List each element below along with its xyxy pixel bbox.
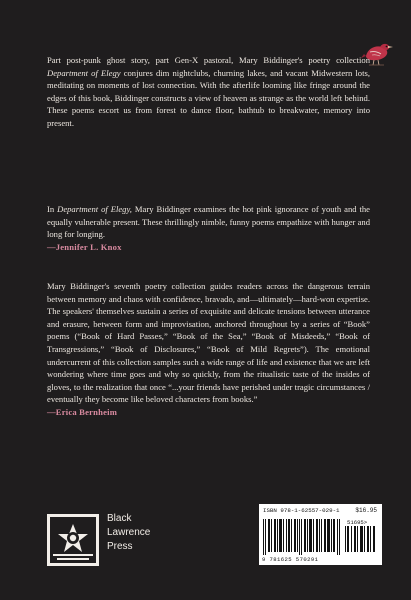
publisher-name xyxy=(107,512,177,554)
review-attribution: —Erica Bernheim xyxy=(47,406,118,417)
price-label: $16.95 xyxy=(355,507,377,514)
blurb-review-bernheim xyxy=(47,280,370,419)
review-text: Mary Biddinger's seventh poetry collection guides readers across the dangerous terrain between memory and chaos with confidence, bravado, and—ultimately—hard-won expertise. The speakers' themselves sustain a series of exquisite and delicate tensions between utterance and erasure, between form and improvisation, anchored throughout by a series of “Book” poems (“Book of Hard Passes,” “Book of the Sea,” “Book of Misdeeds,” “Book of Transgressions,” “Book of Disclosures,” “Book of Mild Regrets”). The emotional undercurrent of this collection samples such a wide range of life and existence that we are left wondering where time goes and why so quickly, from the ritualistic taste of the insides of gloves, to the realization that once “...your friends have perished under tragic circumstances / eventually they become like beloved characters from books.” xyxy=(47,281,370,405)
book-title-italic: Department of Elegy xyxy=(47,67,121,78)
review-text-cont: Mary Biddinger examines the hot pink ignorance of youth and the equally vulnerable present. These thrillingly nimble, funny poems empathize with hunger and long for longing. xyxy=(47,204,370,240)
blurb-description-text: Part post-punk ghost story, part Gen-X pastoral, Mary Biddinger's poetry collection xyxy=(47,55,370,65)
barcode-supplement: 51695> xyxy=(347,519,368,526)
book-title-italic: Department of Elegy, xyxy=(57,204,132,214)
barcode-bars-icon xyxy=(263,519,343,555)
ean-digits: 9 781625 570291 xyxy=(262,556,319,563)
isbn-number: ISBN 978-1-62557-029-1 xyxy=(263,507,340,514)
publisher-logo-icon xyxy=(47,514,99,566)
review-text: In xyxy=(47,204,58,214)
publisher-line: Press xyxy=(107,541,133,552)
isbn-barcode xyxy=(259,504,382,565)
supplement-bars-icon xyxy=(345,526,377,552)
blurb-review-knox xyxy=(47,203,370,253)
blurb-description xyxy=(47,54,370,130)
publisher-line: Black xyxy=(107,513,132,524)
review-attribution: —Jennifer L. Knox xyxy=(47,241,122,252)
publisher-line: Lawrence xyxy=(107,527,151,538)
blurb-description-text-cont: conjures dim nightclubs, churning lakes, and vacant Midwestern lots, meditating on moments of lost connection. With the afterlife looming like fringe around the edges of this book, Biddinger constructs a view of heaven as strange as the world left behind. These poems escort us from forest to dance floor, bathtub to breakwater, memory into present. xyxy=(47,67,370,128)
